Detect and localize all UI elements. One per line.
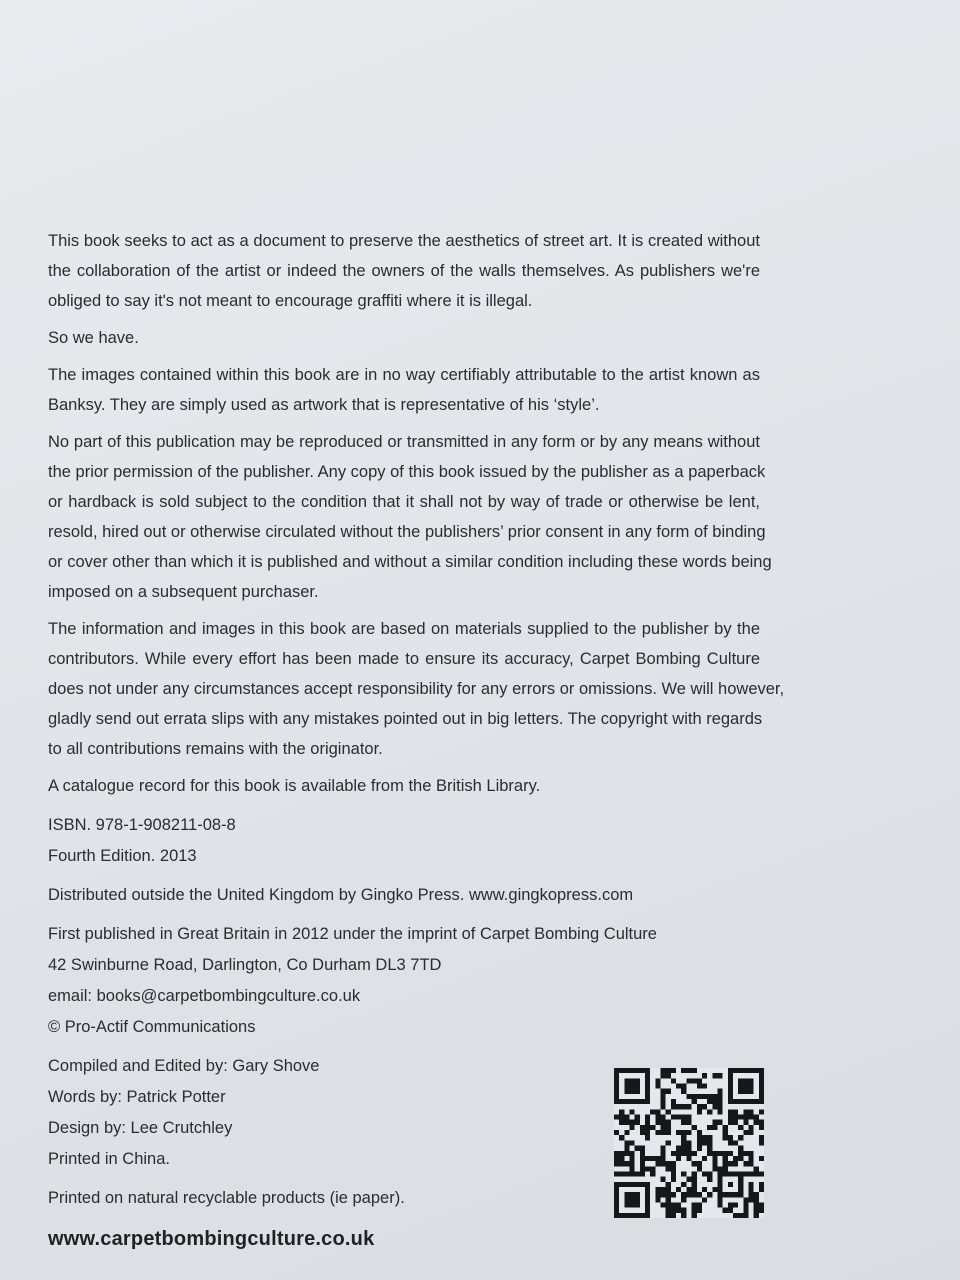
recycle-note: Printed on natural recyclable products (ie paper). [48,1189,405,1207]
text-line: or cover other than which it is published and without a similar condition including these words being [48,553,772,571]
design-by: Design by: Lee Crutchley [48,1119,233,1137]
website-url[interactable]: www.carpetbombingculture.co.uk [48,1228,375,1250]
isbn: ISBN. 978-1-908211-08-8 [48,816,236,834]
text-line: resold, hired out or otherwise circulated without the publishers’ prior consent in any form of binding [48,523,766,541]
text-line: does not under any circumstances accept responsibility for any errors or omissions. We will however, [48,680,785,698]
distribution-line: Distributed outside the United Kingdom by Gingko Press. www.gingkopress.com [48,886,634,904]
printed-in: Printed in China. [48,1150,170,1168]
so-we-have-paragraph [48,323,760,353]
text-line: The images contained within this book are in no way certifiably attributable to the artist known as [48,366,760,384]
attribution-paragraph [48,360,760,420]
publisher-address: 42 Swinburne Road, Darlington, Co Durham DL3 7TD [48,956,442,974]
words-by: Words by: Patrick Potter [48,1088,226,1106]
catalogue-record: A catalogue record for this book is available from the British Library. [48,777,541,795]
text-line: the prior permission of the publisher. Any copy of this book issued by the publisher as a paperback [48,463,766,481]
reproduction-paragraph [48,427,772,607]
publisher-email: email: books@carpetbombingculture.co.uk [48,987,361,1005]
text-line: contributors. While every effort has been made to ensure its accuracy, Carpet Bombing Culture [48,650,760,668]
text-line: Banksy. They are simply used as artwork that is representative of his ‘style’. [48,396,600,414]
text-line: No part of this publication may be reproduced or transmitted in any form or by any means without [48,433,760,451]
information-paragraph [48,614,785,764]
text-line: This book seeks to act as a document to preserve the aesthetics of street art. It is created without [48,232,760,250]
first-published-line: First published in Great Britain in 2012 under the imprint of Carpet Bombing Culture [48,925,657,943]
text-line: the collaboration of the artist or indeed the owners of the walls themselves. As publishers we're [48,262,760,280]
qr-code-icon [614,1068,764,1218]
compiled-by: Compiled and Edited by: Gary Shove [48,1057,320,1075]
edition: Fourth Edition. 2013 [48,847,197,865]
text-line: So we have. [48,329,139,347]
text-line: gladly send out errata slips with any mistakes pointed out in big letters. The copyright with regards [48,710,763,728]
copyright-line: © Pro-Actif Communications [48,1018,256,1036]
text-line: to all contributions remains with the originator. [48,740,383,758]
disclaimer-paragraph [48,226,760,316]
text-line: or hardback is sold subject to the condition that it shall not by way of trade or otherwise be lent, [48,493,760,511]
text-line: obliged to say it's not meant to encourage graffiti where it is illegal. [48,292,533,310]
text-line: The information and images in this book are based on materials supplied to the publisher by the [48,620,760,638]
text-line: imposed on a subsequent purchaser. [48,583,319,601]
